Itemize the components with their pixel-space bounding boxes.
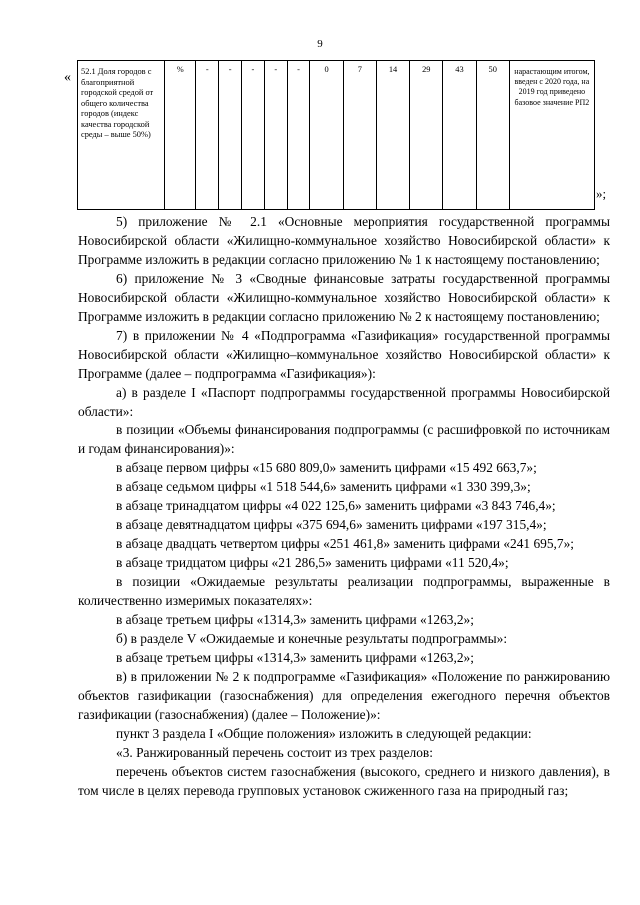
value-cell: 0 (310, 61, 343, 210)
value-cell: 43 (443, 61, 476, 210)
value-cell: - (287, 61, 310, 210)
value-cell: - (242, 61, 265, 210)
paragraph: 5) приложение № 2.1 «Основные мероприятия государственной программы Новосибирской области «Жилищно-коммунальное хозяйство Новосибирской области» к Программе изложить в редакции согласно приложению № 1 к настоящему постановлению; (78, 214, 610, 267)
page-number: 9 (317, 38, 323, 50)
table-row (78, 61, 595, 210)
paragraph: в абзаце седьмом цифры «1 518 544,6» заменить цифрами «1 330 399,3»; (116, 479, 531, 495)
document-body (78, 213, 610, 801)
value-cell: 50 (476, 61, 509, 210)
paragraph: в) в приложении № 2 к подпрограмме «Газификация» «Положение по ранжированию объектов газификации (газоснабжения) для определения ежегодного перечня объектов газификации (газоснабжения) (далее – Положение)»: (78, 668, 610, 722)
indicator-table (77, 60, 595, 210)
paragraph: «3. Ранжированный перечень состоит из трех разделов: (116, 744, 433, 760)
opening-quote-mark: « (64, 70, 71, 85)
unit-cell: % (165, 61, 196, 210)
paragraph: 7) в приложении № 4 «Подпрограмма «Газификация» государственной программы Новосибирской области «Жилищно–коммунальное хозяйство Новосибирской области» к Программе (далее – подпрограмма «Газификация»): (78, 327, 610, 381)
value-cell: - (264, 61, 287, 210)
value-cell: 29 (410, 61, 443, 210)
paragraph: пункт 3 раздела I «Общие положения» изложить в следующей редакции: (116, 725, 532, 741)
paragraph: в абзаце тридцатом цифры «21 286,5» заменить цифрами «11 520,4»; (116, 555, 509, 571)
paragraph: перечень объектов систем газоснабжения (высокого, среднего и низкого давления), в том числе в целях перевода групповых установок сжиженного газа на природный газ; (78, 763, 610, 798)
value-cell: - (196, 61, 219, 210)
paragraph: б) в разделе V «Ожидаемые и конечные результаты подпрограммы»: (116, 630, 508, 646)
value-cell: - (219, 61, 242, 210)
paragraph: в позиции «Объемы финансирования подпрограммы (с расшифровкой по источникам и годам финансирования)»: (78, 422, 610, 457)
paragraph: в абзаце первом цифры «15 680 809,0» заменить цифрами «15 492 663,7»; (116, 460, 537, 476)
paragraph: а) в разделе I «Паспорт подпрограммы государственной программы Новосибирской области»: (78, 384, 610, 419)
closing-quote-mark: »; (596, 186, 607, 201)
paragraph: 6) приложение № 3 «Сводные финансовые затраты государственной программы Новосибирской области «Жилищно-коммунальное хозяйство Новосибирской области» к Программе изложить в редакции согласно приложению № 2 к настоящему постановлению; (78, 270, 610, 324)
paragraph: в абзаце девятнадцатом цифры «375 694,6» заменить цифрами «197 315,4»; (116, 517, 547, 533)
paragraph: в абзаце третьем цифры «1314,3» заменить цифрами «1263,2»; (116, 612, 474, 628)
paragraph: в абзаце третьем цифры «1314,3» заменить цифрами «1263,2»; (116, 649, 474, 665)
value-cell: 7 (343, 61, 376, 210)
value-cell: 14 (376, 61, 409, 210)
paragraph: в абзаце тринадцатом цифры «4 022 125,6» заменить цифрами «3 843 746,4»; (116, 498, 556, 514)
paragraph: в позиции «Ожидаемые результаты реализации подпрограммы, выраженные в количественно измеримых показателях»: (78, 574, 610, 609)
paragraph: в абзаце двадцать четвертом цифры «251 461,8» заменить цифрами «241 695,7»; (116, 536, 575, 552)
indicator-name-cell: 52.1 Доля городов с благоприятной городской средой от общего количества городов (индекс качества городской среды – выше 50%) (78, 61, 165, 210)
note-cell: нарастающим итогом, введен с 2020 года, на 2019 год приведено базовое значение РП2 (509, 61, 594, 210)
